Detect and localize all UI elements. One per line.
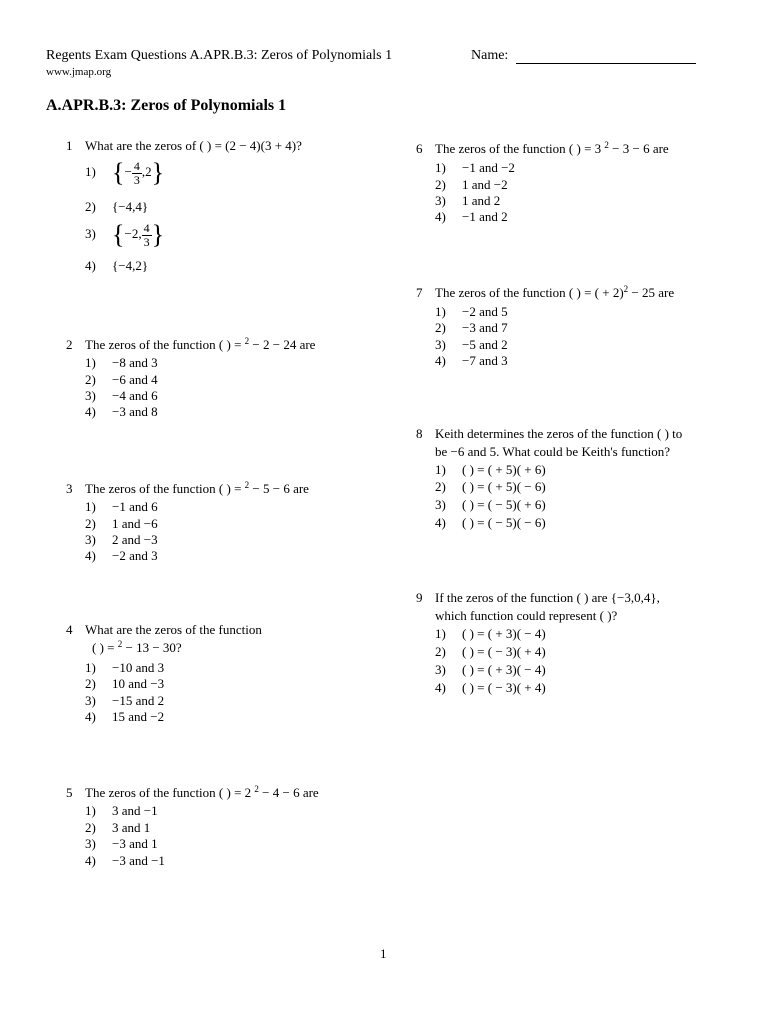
choice-4[interactable]: 4) −1 and 2 bbox=[435, 209, 508, 224]
question-number: 3 bbox=[66, 481, 73, 496]
choice-4[interactable]: 4) −3 and 8 bbox=[85, 404, 158, 419]
document-header-title: Regents Exam Questions A.APR.B.3: Zeros of Polynomials 1 bbox=[46, 48, 393, 63]
choice-2[interactable]: 2) −3 and 7 bbox=[435, 320, 508, 335]
choice-number: 3) bbox=[85, 225, 96, 241]
choice-3[interactable]: 3) −3 and 1 bbox=[85, 836, 158, 851]
choice-3[interactable]: 3) ( ) = ( + 3)( − 4) bbox=[435, 662, 546, 677]
choice-2[interactable]: 2) −6 and 4 bbox=[85, 372, 158, 387]
question-number: 7 bbox=[416, 285, 423, 300]
choice-4[interactable]: 4) 15 and −2 bbox=[85, 709, 165, 724]
choice-1[interactable] bbox=[85, 158, 164, 188]
fraction-denominator: 3 bbox=[133, 172, 140, 187]
question-stem: The zeros of the function ( ) = 3 $^2$ − 3 − 6 are bbox=[435, 140, 669, 156]
fraction-numerator: 4 bbox=[143, 220, 150, 235]
minus-sign: − bbox=[124, 163, 132, 179]
source-url: www.jmap.org bbox=[46, 66, 112, 78]
choice-1[interactable]: 1) −8 and 3 bbox=[85, 355, 158, 370]
choice-text: {−4,4} bbox=[112, 199, 149, 214]
question-stem: Keith determines the zeros of the function ( ) to bbox=[435, 426, 683, 441]
question-stem: The zeros of the function ( ) = ( + 2)$^2$ − 25 are bbox=[435, 284, 675, 300]
choice-1[interactable]: 1) −1 and 6 bbox=[85, 499, 158, 514]
question-stem: What are the zeros of ( ) = (2 − 4)(3 + 4)? bbox=[85, 138, 302, 153]
choice-4[interactable] bbox=[85, 258, 148, 274]
question-number: 2 bbox=[66, 337, 73, 352]
choice-1[interactable]: 1) −10 and 3 bbox=[85, 660, 165, 675]
choice-2[interactable]: 2) ( ) = ( + 5)( − 6) bbox=[435, 479, 546, 494]
choice-1[interactable]: 1) ( ) = ( + 3)( − 4) bbox=[435, 626, 546, 641]
choice-3[interactable]: 3) −4 and 6 bbox=[85, 388, 158, 403]
question-stem: If the zeros of the function ( ) are {−3,0,4}, bbox=[435, 590, 660, 605]
left-brace-icon: { bbox=[112, 158, 125, 187]
choice-3[interactable]: 3) −15 and 2 bbox=[85, 693, 165, 708]
choice-1[interactable]: 1) ( ) = ( + 5)( + 6) bbox=[435, 462, 546, 477]
choice-2[interactable] bbox=[85, 199, 148, 215]
choice-1[interactable]: 1) −2 and 5 bbox=[435, 304, 508, 319]
choice-number: 4) bbox=[85, 258, 96, 273]
choice-2[interactable]: 2) 3 and 1 bbox=[85, 820, 151, 835]
choice-4[interactable]: 4) ( ) = ( − 5)( − 6) bbox=[435, 515, 546, 530]
choice-4[interactable]: 4) −7 and 3 bbox=[435, 353, 508, 368]
question-number: 8 bbox=[416, 426, 423, 441]
right-brace-icon: } bbox=[151, 220, 165, 249]
left-brace-icon: { bbox=[112, 220, 125, 249]
fraction-numerator: 4 bbox=[133, 158, 140, 173]
choice-3[interactable] bbox=[85, 220, 164, 250]
choice-4[interactable]: 4) ( ) = ( − 3)( + 4) bbox=[435, 680, 546, 695]
choice-4[interactable]: 4) −2 and 3 bbox=[85, 548, 158, 563]
choice-3[interactable]: 3) −5 and 2 bbox=[435, 337, 508, 352]
question-number: 1 bbox=[66, 138, 73, 153]
choice-text: {−4,2} bbox=[112, 258, 149, 273]
question-stem: The zeros of the function ( ) = $^2$ − 2 − 24 are bbox=[85, 336, 316, 352]
question-number: 9 bbox=[416, 590, 423, 605]
choice-3[interactable]: 3) 2 and −3 bbox=[85, 532, 158, 547]
choice-1[interactable]: 1) −1 and −2 bbox=[435, 160, 515, 175]
question-number: 5 bbox=[66, 785, 73, 800]
choice-2[interactable]: 2) 10 and −3 bbox=[85, 676, 165, 691]
question-stem-line-2: ( ) = $^2$ − 13 − 30? bbox=[92, 639, 182, 655]
choice-number: 2) bbox=[85, 199, 96, 214]
question-number: 6 bbox=[416, 141, 423, 156]
question-stem: The zeros of the function ( ) = $^2$ − 5 − 6 are bbox=[85, 480, 309, 496]
choice-2[interactable]: 2) 1 and −2 bbox=[435, 177, 508, 192]
choice-text: −2, bbox=[124, 225, 142, 241]
right-brace-icon: } bbox=[151, 158, 165, 187]
question-stem: The zeros of the function ( ) = 2 $^2$ − 4 − 6 are bbox=[85, 784, 319, 800]
name-field-line[interactable] bbox=[516, 63, 696, 64]
page-number: 1 bbox=[380, 946, 387, 961]
question-stem-line-2: be −6 and 5. What could be Keith's function? bbox=[435, 444, 671, 459]
fraction bbox=[142, 222, 152, 249]
choice-3[interactable]: 3) ( ) = ( − 5)( + 6) bbox=[435, 497, 546, 512]
choice-1[interactable]: 1) 3 and −1 bbox=[85, 803, 158, 818]
choice-number: 1) bbox=[85, 163, 96, 179]
choice-2[interactable]: 2) 1 and −6 bbox=[85, 516, 158, 531]
choice-text: ,2 bbox=[141, 163, 152, 179]
choice-2[interactable]: 2) ( ) = ( − 3)( + 4) bbox=[435, 644, 546, 659]
fraction-denominator: 3 bbox=[143, 234, 150, 249]
name-label: Name: bbox=[471, 48, 509, 63]
choice-3[interactable]: 3) 1 and 2 bbox=[435, 193, 501, 208]
choice-4[interactable]: 4) −3 and −1 bbox=[85, 853, 165, 868]
question-stem-line-2: which function could represent ( )? bbox=[435, 608, 618, 623]
page-title: A.APR.B.3: Zeros of Polynomials 1 bbox=[46, 97, 287, 114]
question-number: 4 bbox=[66, 622, 73, 637]
question-stem: What are the zeros of the function bbox=[85, 622, 262, 637]
fraction bbox=[132, 160, 142, 187]
